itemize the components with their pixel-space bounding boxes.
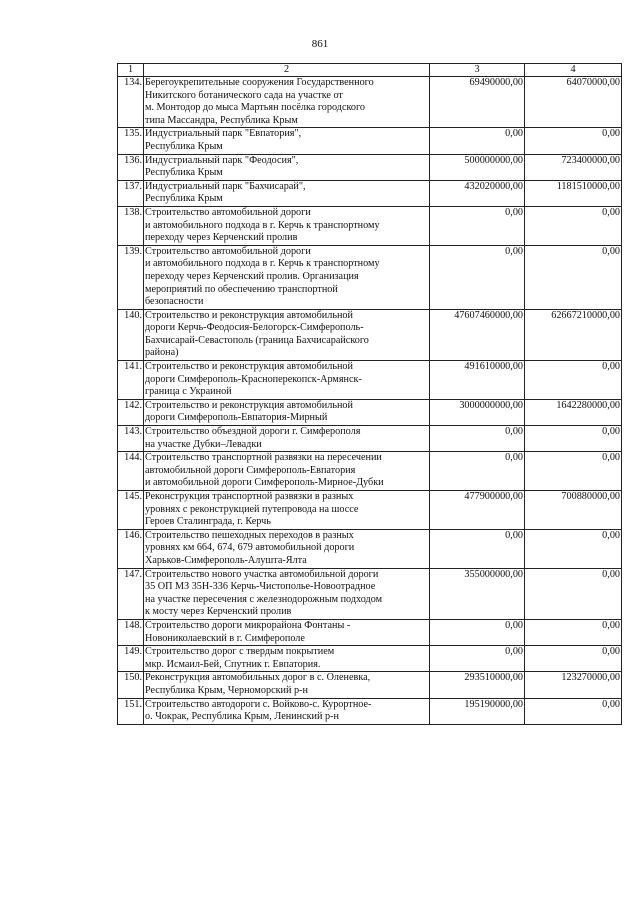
table-row xyxy=(118,399,622,425)
table-row xyxy=(118,698,622,724)
row-value-col4: 0,00 xyxy=(525,529,622,568)
row-value-col4: 1642280000,00 xyxy=(525,399,622,425)
table-row xyxy=(118,568,622,619)
row-name: Индустриальный парк "Евпатория", Республика Крым xyxy=(144,128,430,154)
row-value-col4: 0,00 xyxy=(525,361,622,400)
table-row xyxy=(118,154,622,180)
table-row xyxy=(118,426,622,452)
row-number: 136. xyxy=(118,154,144,180)
row-number: 141. xyxy=(118,361,144,400)
row-value-col3: 0,00 xyxy=(430,206,525,245)
column-header-2: 2 xyxy=(144,64,430,77)
row-number: 140. xyxy=(118,309,144,360)
row-number: 135. xyxy=(118,128,144,154)
row-value-col3: 0,00 xyxy=(430,452,525,491)
row-number: 146. xyxy=(118,529,144,568)
row-value-col4: 0,00 xyxy=(525,646,622,672)
row-value-col3: 355000000,00 xyxy=(430,568,525,619)
row-value-col3: 0,00 xyxy=(430,245,525,309)
row-value-col4: 64070000,00 xyxy=(525,77,622,128)
row-number: 145. xyxy=(118,491,144,530)
row-name: Берегоукрепительные сооружения Государственного Никитского ботанического сада на участке от м. Монтодор до мыса Мартьян посёлка городского типа Массандра, Республика Крым xyxy=(144,77,430,128)
row-number: 149. xyxy=(118,646,144,672)
row-value-col4: 700880000,00 xyxy=(525,491,622,530)
row-name: Реконструкция автомобильных дорог в с. Оленевка, Республика Крым, Черноморский р-н xyxy=(144,672,430,698)
row-name: Строительство дорог с твердым покрытием мкр. Исмаил-Бей, Спутник г. Евпатория. xyxy=(144,646,430,672)
page-number: 861 xyxy=(311,38,329,50)
row-number: 143. xyxy=(118,426,144,452)
table-row xyxy=(118,529,622,568)
row-value-col3: 0,00 xyxy=(430,646,525,672)
row-number: 147. xyxy=(118,568,144,619)
row-number: 148. xyxy=(118,619,144,645)
table-row xyxy=(118,646,622,672)
row-name: Строительство нового участка автомобильной дороги 35 ОП МЗ 35Н-336 Керчь-Чистополье-Новоотрадное на участке пересечения с железнодорожным подходом к мосту через Керченский пролив xyxy=(144,568,430,619)
table-row xyxy=(118,672,622,698)
row-value-col3: 69490000,00 xyxy=(430,77,525,128)
table-row xyxy=(118,77,622,128)
table-row xyxy=(118,452,622,491)
row-number: 134. xyxy=(118,77,144,128)
row-value-col3: 293510000,00 xyxy=(430,672,525,698)
row-value-col3: 0,00 xyxy=(430,619,525,645)
row-name: Строительство автомобильной дороги и автомобильного подхода в г. Керчь к транспортному переходу через Керченский пролив. Организация мероприятий по обеспечению транспортной безопасности xyxy=(144,245,430,309)
row-number: 144. xyxy=(118,452,144,491)
row-name: Строительство и реконструкция автомобильной дороги Керчь-Феодосия-Белогорск-Симферополь- Бахчисарай-Севастополь (граница Бахчисарайского района) xyxy=(144,309,430,360)
table-row xyxy=(118,206,622,245)
row-name: Строительство транспортной развязки на пересечении автомобильной дороги Симферополь-Евпатория и автомобильной дороги Симферополь-Мирное-Дубки xyxy=(144,452,430,491)
row-value-col4: 0,00 xyxy=(525,206,622,245)
row-number: 139. xyxy=(118,245,144,309)
row-value-col3: 0,00 xyxy=(430,128,525,154)
row-number: 137. xyxy=(118,180,144,206)
row-value-col3: 47607460000,00 xyxy=(430,309,525,360)
data-table xyxy=(117,63,622,725)
row-name: Строительство автодороги с. Войково-с. Курортное- о. Чокрак, Республика Крым, Ленинский р-н xyxy=(144,698,430,724)
row-name: Строительство автомобильной дороги и автомобильного подхода в г. Керчь к транспортному переходу через Керченский пролив xyxy=(144,206,430,245)
row-name: Строительство объездной дороги г. Симферополя на участке Дубки–Левадки xyxy=(144,426,430,452)
row-name: Строительство пешеходных переходов в разных уровнях км 664, 674, 679 автомобильной дороги Харьков-Симферополь-Алушта-Ялта xyxy=(144,529,430,568)
row-name: Строительство и реконструкция автомобильной дороги Симферополь-Красноперекопск-Армянск- граница с Украиной xyxy=(144,361,430,400)
row-number: 142. xyxy=(118,399,144,425)
row-value-col4: 723400000,00 xyxy=(525,154,622,180)
row-name: Строительство дороги микрорайона Фонтаны - Новониколаевский в г. Симферополе xyxy=(144,619,430,645)
row-value-col3: 195190000,00 xyxy=(430,698,525,724)
row-number: 151. xyxy=(118,698,144,724)
row-name: Строительство и реконструкция автомобильной дороги Симферополь-Евпатория-Мирный xyxy=(144,399,430,425)
table-row xyxy=(118,309,622,360)
row-value-col3: 491610000,00 xyxy=(430,361,525,400)
row-value-col4: 0,00 xyxy=(525,619,622,645)
row-value-col4: 1181510000,00 xyxy=(525,180,622,206)
row-value-col4: 0,00 xyxy=(525,128,622,154)
column-header-3: 3 xyxy=(430,64,525,77)
table-row xyxy=(118,245,622,309)
table-row xyxy=(118,491,622,530)
row-value-col4: 0,00 xyxy=(525,698,622,724)
row-value-col3: 0,00 xyxy=(430,529,525,568)
row-value-col4: 123270000,00 xyxy=(525,672,622,698)
table-header-row xyxy=(118,64,622,77)
row-value-col3: 500000000,00 xyxy=(430,154,525,180)
row-value-col4: 0,00 xyxy=(525,568,622,619)
row-name: Индустриальный парк "Бахчисарай", Республика Крым xyxy=(144,180,430,206)
row-value-col3: 477900000,00 xyxy=(430,491,525,530)
row-value-col3: 432020000,00 xyxy=(430,180,525,206)
row-value-col4: 62667210000,00 xyxy=(525,309,622,360)
table-row xyxy=(118,180,622,206)
row-value-col3: 3000000000,00 xyxy=(430,399,525,425)
row-value-col4: 0,00 xyxy=(525,245,622,309)
row-value-col4: 0,00 xyxy=(525,452,622,491)
row-number: 138. xyxy=(118,206,144,245)
column-header-4: 4 xyxy=(525,64,622,77)
row-name: Индустриальный парк "Феодосия", Республика Крым xyxy=(144,154,430,180)
table-row xyxy=(118,361,622,400)
column-header-1: 1 xyxy=(118,64,144,77)
row-value-col3: 0,00 xyxy=(430,426,525,452)
table-row xyxy=(118,619,622,645)
row-name: Реконструкция транспортной развязки в разных уровнях с реконструкцией путепровода на шоссе Героев Сталинграда, г. Керчь xyxy=(144,491,430,530)
table-row xyxy=(118,128,622,154)
row-number: 150. xyxy=(118,672,144,698)
row-value-col4: 0,00 xyxy=(525,426,622,452)
